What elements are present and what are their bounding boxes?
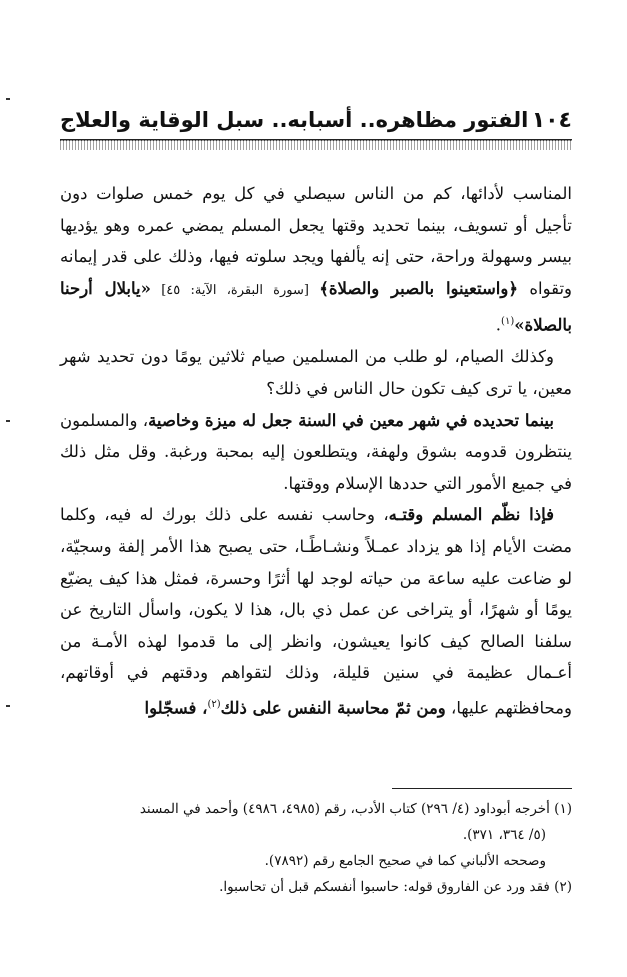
footnote-1-line-2: (٥/ ٣٦٤، ٣٧١).: [462, 827, 546, 843]
footnotes: [60, 796, 572, 900]
scan-margin-mark: [6, 98, 10, 100]
running-title: الفتور مظاهره.. أسبابه.. سبل الوقاية والعلاج: [60, 108, 529, 132]
paragraph-4-bold: ومن ثمّ محاسبة النفس على ذلك: [220, 698, 446, 718]
scan-margin-mark: [6, 705, 10, 707]
paragraph-3-lead: بينما تحديده في شهر معين في السنة جعل له ميزة وخاصية: [148, 410, 555, 430]
scan-margin-mark: [6, 420, 10, 422]
paragraph-4-text: ، وحاسب نفسه على ذلك بورك له فيه، وكلما مضت الأيام إذا هو يزداد عمـلاً ونشـاطًـا، حتى يصبح هذا الأمر إلفة وسجيّة، لو ضاعت عليه ساعة من حياته لوجد لها أثرًا وحسرة، فمثل هذا كيف يضيّع يومًا أو شهرًا، أو يتراخى عن عمل ذي بال، هذا لا يكون، واسأل التاريخ عن سلفنا الصالح كيف كانوا يعيشون، وانظر إلى ما قدموا لهذه الأمـة من أعـمال عظيمة في سنين قليلة، وذلك لتقواهم ودقتهم في أوقاتهم، ومحافظتهم عليها،: [60, 505, 572, 718]
footnote-1-line-3: وصححه الألباني كما في صحيح الجامع رقم (٧٨٩٢).: [264, 853, 546, 869]
body-text: [60, 178, 572, 724]
paragraph-3: [60, 405, 572, 500]
quran-quote: ﴿واستعينوا بالصبر والصلاة﴾: [319, 278, 519, 298]
paragraph-4-tail: ، فسجّلوا: [144, 698, 208, 718]
hadith-quote: «يابلال أرحنا بالصلاة»: [60, 278, 572, 335]
paragraph-2: وكذلك الصيام، لو طلب من المسلمين صيام ثلاثين يومًا دون تحديد شهر معين، يا ترى كيف تكون حال الناس في ذلك؟: [60, 347, 572, 399]
paragraph-1-end: .: [495, 315, 502, 335]
paragraph-4: [60, 499, 572, 724]
page-header: [60, 108, 572, 138]
paragraph-1: [60, 178, 572, 341]
footnote-2: (٢) فقد ورد عن الفاروق قوله: حاسبوا أنفسكم قبل أن تحاسبوا.: [219, 879, 572, 895]
footnote-rule: [392, 788, 572, 789]
page-number: ١٠٤: [531, 108, 572, 133]
header-rule-pattern: [60, 140, 572, 150]
quran-reference: [سورة البقرة، الآية: ٤٥]: [150, 282, 320, 298]
paragraph-3-text: ، والمسلمون ينتظرون قدومه بشوق ولهفة، ويتطلعون إليه بمحبة ورغبة. وقل مثل ذلك في جميع الأمور التي حددها الإسلام ووقتها.: [60, 410, 572, 493]
paragraph-4-lead: فإذا نظّم المسلم وقتـه: [388, 505, 554, 525]
footnote-mark-1: (١): [501, 316, 515, 328]
paragraph-1-text: المناسب لأدائها، كم من الناس سيصلي في كل يوم خمس صلوات دون تأجيل أو تسويف، بينما تحديد وقتها يجعل المسلم يمضي عمره وهو يؤديها بيسر وسهولة وراحة، حتى إنه يألفها ويجد سلوته فيها، وذلك على قدر إيمانه وتقواه: [60, 184, 573, 298]
footnote-mark-2: (٢): [207, 699, 221, 710]
footnote-1-line-1: (١) أخرجه أبوداود (٤/ ٢٩٦) كتاب الأدب، رقم (٤٩٨٥، ٤٩٨٦) وأحمد في المسند: [139, 801, 572, 817]
